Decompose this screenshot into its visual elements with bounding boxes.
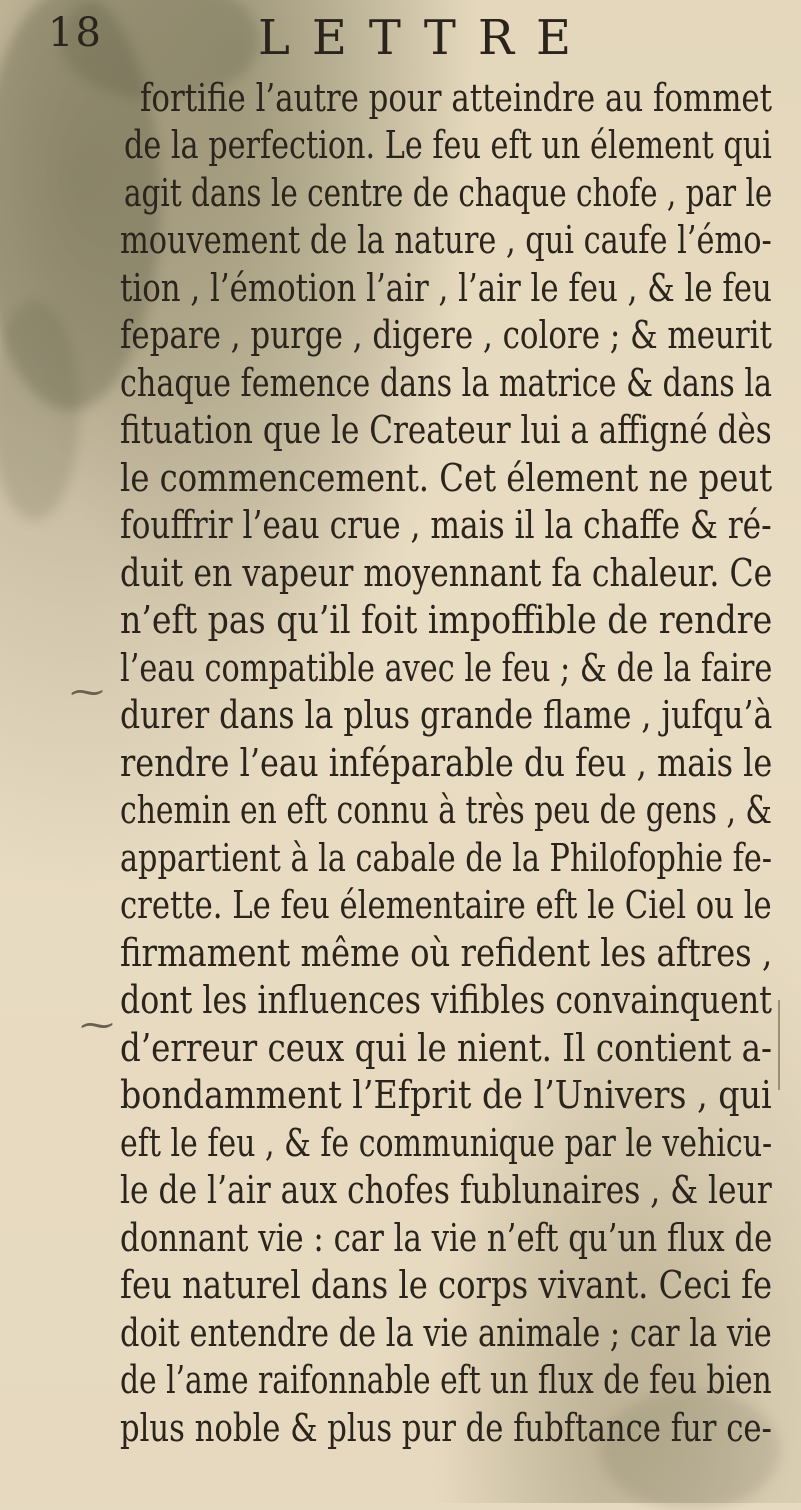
- text-line: donnant vie : car la vie n’eft qu’un flux de: [120, 1216, 773, 1260]
- running-title: LETTRE: [258, 10, 594, 66]
- text-line: durer dans la plus grande flame , jufqu’à: [120, 693, 773, 737]
- text-line: d’erreur ceux qui le nient. Il contient a-: [120, 1026, 773, 1070]
- text-line: chaque femence dans la matrice & dans la: [120, 361, 773, 405]
- page-edge-line: [778, 1000, 780, 1090]
- text-line: mouvement de la nature , qui caufe l’émo-: [120, 218, 772, 262]
- text-line: rendre l’eau inféparable du feu , mais le: [120, 741, 773, 785]
- margin-mark: ⁓: [80, 1005, 114, 1045]
- text-line: l’eau compatible avec le feu ; & de la faire: [120, 646, 773, 690]
- page-number: 18: [48, 10, 103, 56]
- page-header: [0, 10, 801, 80]
- text-line: agit dans le centre de chaque chofe , par le: [124, 171, 773, 215]
- text-line: bondamment l’Efprit de l’Univers , qui: [120, 1073, 772, 1117]
- text-line: fortifie l’autre pour atteindre au fommet: [140, 76, 773, 120]
- text-line: crette. Le feu élementaire eft le Ciel ou le: [120, 883, 772, 927]
- text-line: appartient à la cabale de la Philofophie fe-: [120, 836, 773, 880]
- text-line: de l’ame raifonnable eft un flux de feu bien: [120, 1358, 772, 1402]
- text-line: fituation que le Createur lui a affigné dès: [120, 408, 772, 452]
- text-line: chemin en eft connu à très peu de gens , &: [120, 788, 772, 832]
- text-line: tion , l’émotion l’air , l’air le feu , & le feu: [120, 266, 772, 310]
- text-line: fouffrir l’eau crue , mais il la chaffe & ré-: [120, 503, 772, 547]
- text-line: le commencement. Cet élement ne peut: [120, 456, 773, 500]
- text-line: de la perfection. Le feu eft un élement qui: [124, 123, 772, 167]
- text-line: dont les influences vifibles convainquent: [120, 978, 772, 1022]
- margin-mark: ⁓: [70, 672, 104, 712]
- text-line: eft le feu , & fe communique par le vehicu-: [120, 1121, 773, 1165]
- text-line: plus noble & plus pur de fubftance fur ce-: [120, 1406, 772, 1450]
- text-line: doit entendre de la vie animale ; car la vie: [120, 1311, 772, 1355]
- text-line: duit en vapeur moyennant fa chaleur. Ce: [120, 551, 773, 595]
- text-line: firmament même où refident les aftres ,: [120, 931, 773, 975]
- text-line: le de l’air aux chofes fublunaires , & leur: [120, 1168, 772, 1212]
- text-line: fepare , purge , digere , colore ; & meurit: [120, 313, 772, 357]
- text-line: n’eft pas qu’il foit impoffible de rendre: [120, 598, 773, 642]
- text-line: feu naturel dans le corps vivant. Ceci fe: [120, 1263, 773, 1307]
